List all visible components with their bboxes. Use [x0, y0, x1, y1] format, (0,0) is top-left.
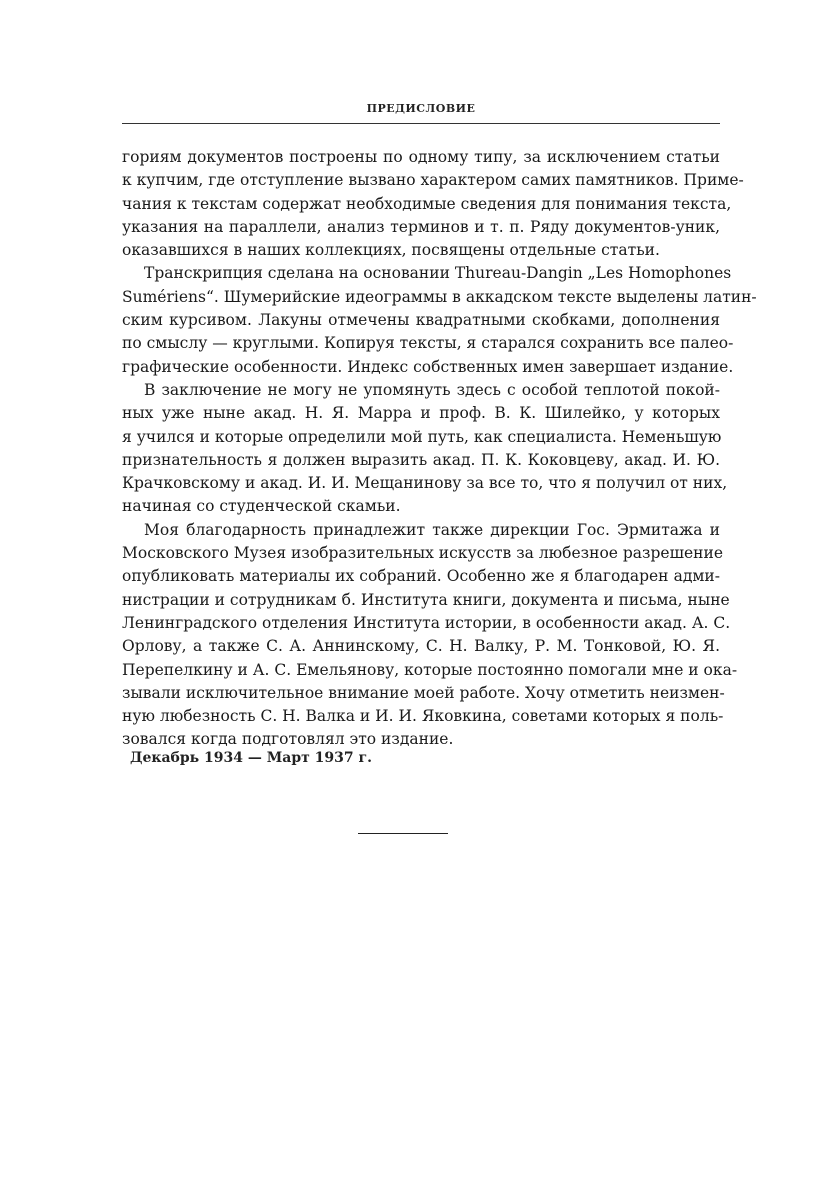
body-text: [122, 146, 757, 752]
text-line: Моя благодарность принадлежит также дирекции Гос. Эрмитажа и: [144, 520, 720, 539]
text-line: зовался когда подготовлял это издание.: [122, 730, 454, 749]
text-line: начиная со студенческой скамьи.: [122, 497, 401, 516]
text-line: Транскрипция сделана на основании Thureau-Dangin „Les Homophones: [144, 264, 732, 283]
text-line: я учился и которые определили мой путь, как специалиста. Неменьшую: [122, 427, 722, 446]
text-line: чания к текстам содержат необходимые сведения для понимания текста,: [122, 194, 732, 213]
text-line: В заключение не могу не упомянуть здесь с особой теплотой покой-: [144, 380, 720, 399]
text-line: Ленинградского отделения Института истории, в особенности акад. А. С.: [122, 613, 731, 632]
text-line: к купчим, где отступление вызвано характером самих памятников. Приме-: [122, 171, 744, 190]
text-line: оказавшихся в наших коллекциях, посвящены отдельные статьи.: [122, 241, 660, 260]
text-line: нистрации и сотрудникам б. Института книги, документа и письма, ныне: [122, 590, 730, 609]
text-line: зывали исключительное внимание моей работе. Хочу отметить неизмен-: [122, 683, 725, 702]
text-line: ную любезность С. Н. Валка и И. И. Яковкина, советами которых я поль-: [122, 707, 724, 726]
text-line: Московского Музея изобразительных искусств за любезное разрешение: [122, 544, 724, 563]
text-line: Орлову, а также С. А. Аннинскому, С. Н. Валку, Р. М. Тонковой, Ю. Я.: [122, 637, 720, 656]
text-line: ским курсивом. Лакуны отмечены квадратными скобками, дополнения: [122, 311, 720, 330]
text-line: Крачковскому и акад. И. И. Мещанинову за все то, что я получил от них,: [122, 474, 728, 493]
text-line: указания на параллели, анализ терминов и т. п. Ряду документов-уник,: [122, 217, 720, 236]
text-line: опубликовать материалы их собраний. Особенно же я благодарен адми-: [122, 567, 720, 586]
text-line: по смыслу — круглыми. Копируя тексты, я старался сохранить все палео-: [122, 334, 734, 353]
text-line: ных уже ныне акад. Н. Я. Марра и проф. В. К. Шилейко, у которых: [122, 404, 720, 423]
closing-rule: [358, 833, 448, 834]
running-head: ПРЕДИСЛОВИЕ: [366, 102, 476, 115]
text-line: Перепелкину и А. С. Емельянову, которые постоянно помогали мне и ока-: [122, 660, 738, 679]
text-line: признательность я должен выразить акад. П. К. Коковцеву, акад. И. Ю.: [122, 450, 720, 469]
date-line: Декабрь 1934 — Март 1937 г.: [130, 750, 372, 766]
header-rule: [122, 123, 720, 124]
text-line: гориям документов построены по одному типу, за исключением статьи: [122, 148, 720, 166]
text-line: графические особенности. Индекс собственных имен завершает издание.: [122, 357, 734, 376]
text-line: Sumériens“. Шумерийские идеограммы в аккадском тексте выделены латин-: [122, 287, 757, 306]
